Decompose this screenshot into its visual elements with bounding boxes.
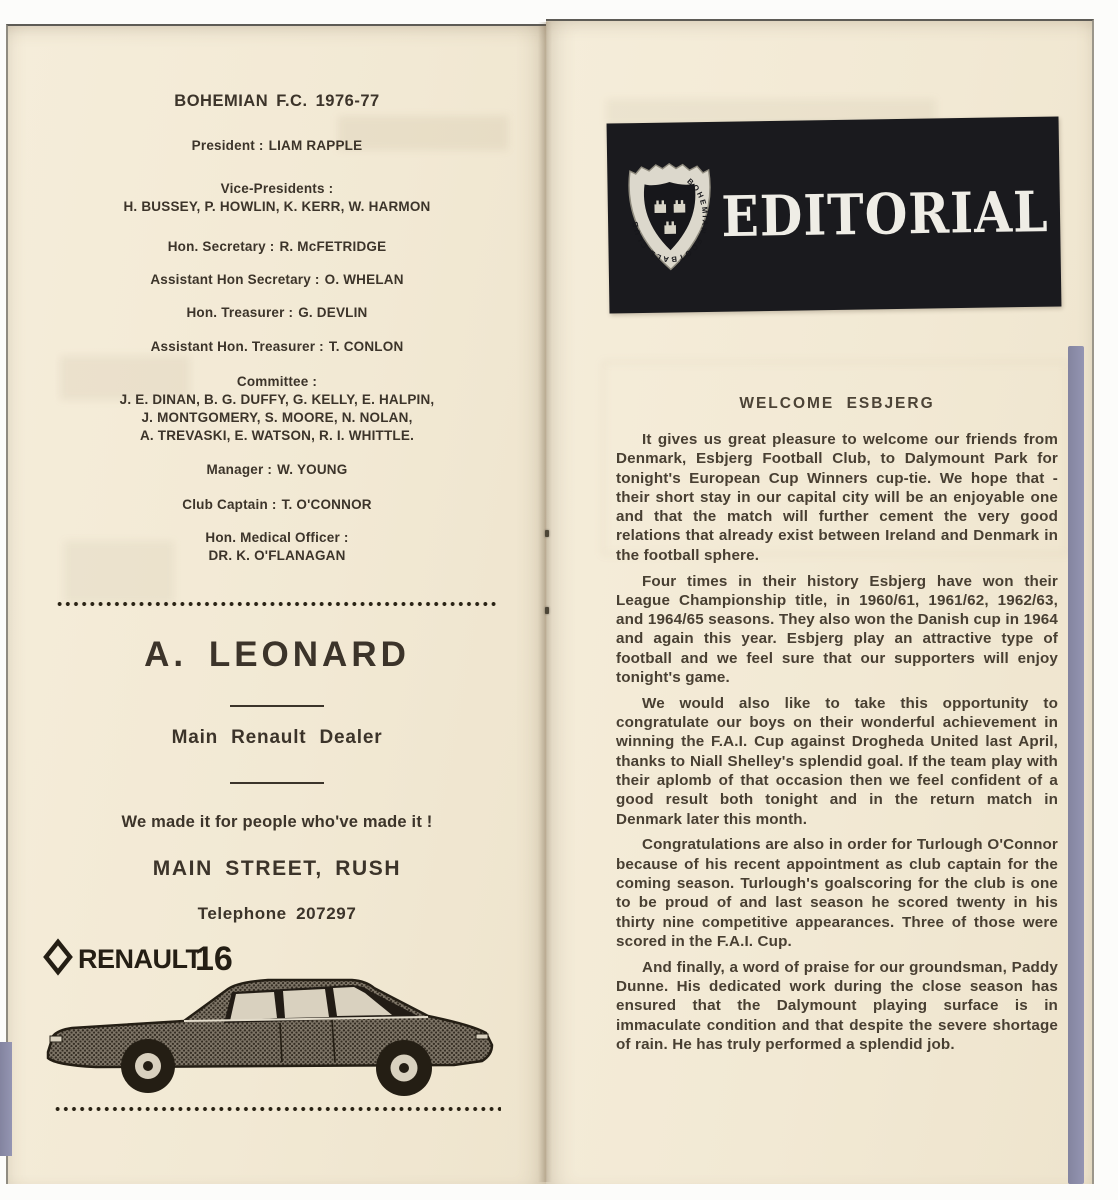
committee-line: J. E. DINAN, B. G. DUFFY, G. KELLY, E. HALPIN, [119,392,435,407]
official-label: Club Captain : [182,497,277,512]
official-row-vice-presidents [8,180,546,216]
article-paragraph: Four times in their history Esbjerg have won their League Championship title, in 1960/61, 1961/62, 1962/63, and 1964/65 seasons. They also won the Danish cup in 1964 and again this year. Esbjerg play an attractive type of football and we feel sure that our supporters will enjoy tonight's game. [616,572,1058,687]
renault-diamond-icon [46,942,70,972]
renault-logo-model: 16 [195,940,233,978]
official-row-assistant-hon-treasurer [8,338,546,356]
edge-strip-right [1068,346,1084,1184]
official-label: Hon. Medical Officer : [205,530,349,545]
staple [545,607,549,614]
programme-left-page [6,24,546,1184]
official-value: T. O'CONNOR [281,497,372,512]
dealer-slogan: We made it for people who've made it ! [121,813,433,831]
committee-block [8,373,546,445]
official-row-assistant-hon-secretary [8,271,546,289]
dealer-phone: Telephone 207297 [197,904,357,923]
official-row-club-captain [8,496,546,514]
page-fold-gutter [538,22,552,1182]
programme-right-page [546,19,1094,1184]
dealer-name: A. LEONARD [144,635,410,674]
editorial-article [616,395,1058,1061]
chain-divider-top [55,599,499,609]
official-label: President : [191,138,264,153]
official-label: Hon. Secretary : [167,239,275,254]
committee-line: A. TREVASKI, E. WATSON, R. I. WHITTLE. [139,428,415,443]
editorial-banner [607,116,1062,313]
official-value: G. DEVLIN [298,305,368,320]
official-row-president [8,137,546,155]
official-label: Vice-Presidents : [220,181,334,196]
edge-strip-left [0,1042,12,1156]
official-label: Hon. Treasurer : [186,305,294,320]
dealer-tagline: Main Renault Dealer [171,727,383,748]
renault-logo-text: RENAULT [78,944,202,974]
official-label: Assistant Hon. Treasurer : [150,339,324,354]
article-paragraph: And finally, a word of praise for our groundsman, Paddy Dunne. His dedicated work during the close season has ensured that the Dalymount playing surface is in immaculate condition and that despite the severe shortage of rain. He has truly performed a splendid job. [616,958,1058,1053]
divider-rule [230,782,324,784]
official-row-manager [8,461,546,479]
divider-rule [230,705,324,707]
committee-line: J. MONTGOMERY, S. MOORE, N. NOLAN, [141,410,413,425]
dealer-address: MAIN STREET, RUSH [152,857,402,880]
official-value: W. YOUNG [277,462,348,477]
official-label: Manager : [206,462,273,477]
official-value: R. McFETRIDGE [279,239,387,254]
article-heading: WELCOME ESBJERG [739,395,935,412]
official-row-medical-officer [8,529,546,565]
article-paragraph: Congratulations are also in order for Turlough O'Connor because of his recent appointment as club captain for the coming season. Turlough's goalscoring for the club is one to be proud of and last season he scored twenty in his thirty nine competitive appearances. Three of those were scored in the F.A.I. Cup. [616,836,1058,950]
staple [545,530,549,537]
club-crest-icon [621,159,719,276]
article-paragraph: It gives us great pleasure to welcome our friends from Denmark, Esbjerg Football Club, to Dalymount Park for tonight's European Cup Winners cup-tie. We hope that -their short stay in our capital city will be an enjoyable one and that the match will further cement the very good relations that already exist between Ireland and Denmark in the football sphere. [616,431,1058,564]
official-value: H. BUSSEY, P. HOWLIN, K. KERR, W. HARMON [123,199,431,214]
article-paragraph: We would also like to take this opportunity to congratulate our boys on their wonderful achievement in winning the F.A.I. Cup against Drogheda United last April, thanks to Niall Shelley's splendid goal. If the team play with their aplomb of that occasion then we feel confident of a good result both tonight and in the return match in Denmark later this month. [616,694,1058,828]
official-label: Assistant Hon Secretary : [150,272,320,287]
official-value: T. CONLON [328,339,404,354]
crest-ring-text: BOHEMIAN FOOTBALL CLUB [630,176,710,265]
club-title: BOHEMIAN F.C. 1976-77 [174,92,380,110]
official-row-hon-secretary [8,238,546,256]
official-value: LIAM RAPPLE [268,138,363,153]
renault-car-illustration [32,930,522,1102]
official-value: DR. K. O'FLANAGAN [208,548,346,563]
chain-divider-bottom [53,1104,501,1114]
official-row-hon-treasurer [8,304,546,322]
editorial-title: EDITORIAL [720,178,1050,250]
committee-heading: Committee : [236,374,318,389]
official-value: O. WHELAN [324,272,404,287]
left-page-content [8,26,546,1184]
car-illustration-svg [32,930,522,1102]
